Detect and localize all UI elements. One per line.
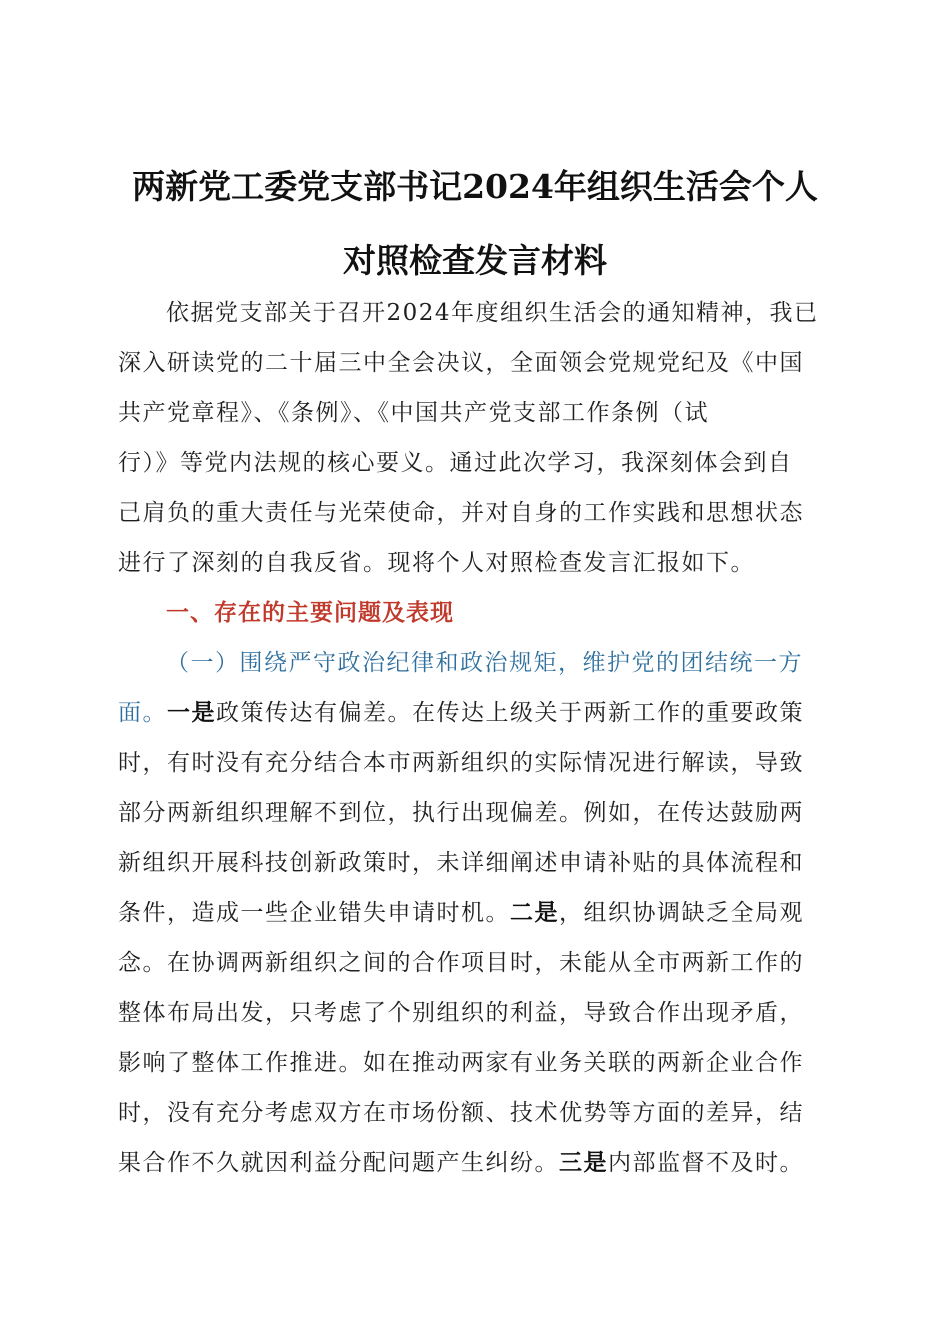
body-line-b3: 影响了整体工作推进。如在推动两家有业务关联的两新企业合作 bbox=[118, 1050, 804, 1076]
intro-line-3: 共产党章程》、《条例》、《中国共产党支部工作条例（试 bbox=[118, 400, 709, 426]
point-label-3: 三是 bbox=[559, 1149, 608, 1176]
intro-line-2: 深入研读党的二十届三中全会决议，全面领会党规党纪及《中国 bbox=[118, 350, 804, 376]
section-heading-1: 一、存在的主要问题及表现 bbox=[166, 600, 454, 626]
body-line-point-2 bbox=[118, 896, 838, 930]
point-1-text: 政策传达有偏差。在传达上级关于两新工作的重要政策 bbox=[216, 700, 804, 726]
intro-line-4: 行）》等党内法规的核心要义。通过此次学习，我深刻体会到自 bbox=[118, 450, 793, 476]
point-label-1: 一是 bbox=[167, 699, 216, 726]
subsection-heading-1-line-1: （一）围绕严守政治纪律和政治规矩，维护党的团结统一方 bbox=[166, 650, 803, 676]
intro-line-6: 进行了深刻的自我反省。现将个人对照检查发言汇报如下。 bbox=[118, 550, 755, 576]
body-line-b2: 整体布局出发，只考虑了个别组织的利益，导致合作出现矛盾， bbox=[118, 1000, 804, 1026]
body-line-b1: 念。在协调两新组织之间的合作项目时，未能从全市两新工作的 bbox=[118, 950, 804, 976]
document-title-line-1: 两新党工委党支部书记2024年组织生活会个人 bbox=[132, 167, 818, 206]
subsection-heading-1-line-2: 面。 bbox=[118, 700, 167, 726]
body-line-a3: 新组织开展科技创新政策时，未详细阐述申请补贴的具体流程和 bbox=[118, 850, 804, 876]
subsection-1-line-2 bbox=[118, 696, 838, 730]
body-line-a2: 部分两新组织理解不到位，执行出现偏差。例如，在传达鼓励两 bbox=[118, 800, 804, 826]
body-line-b4: 时，没有充分考虑双方在市场份额、技术优势等方面的差异，结 bbox=[118, 1100, 804, 1126]
point-2-prefix: 条件，造成一些企业错失申请时机。 bbox=[118, 900, 510, 926]
intro-line-5: 己肩负的重大责任与光荣使命，并对自身的工作实践和思想状态 bbox=[118, 500, 804, 526]
body-line-point-3 bbox=[118, 1146, 838, 1180]
body-line-a1: 时，有时没有充分结合本市两新组织的实际情况进行解读，导致 bbox=[118, 750, 804, 776]
intro-line-1: 依据党支部关于召开2024年度组织生活会的通知精神，我已 bbox=[166, 300, 819, 326]
point-3-prefix: 果合作不久就因利益分配问题产生纠纷。 bbox=[118, 1150, 559, 1176]
point-2-text: ，组织协调缺乏全局观 bbox=[559, 900, 804, 926]
point-label-2: 二是 bbox=[510, 899, 559, 926]
point-3-text: 内部监督不及时。 bbox=[608, 1150, 804, 1176]
document-title-line-2: 对照检查发言材料 bbox=[343, 241, 607, 280]
